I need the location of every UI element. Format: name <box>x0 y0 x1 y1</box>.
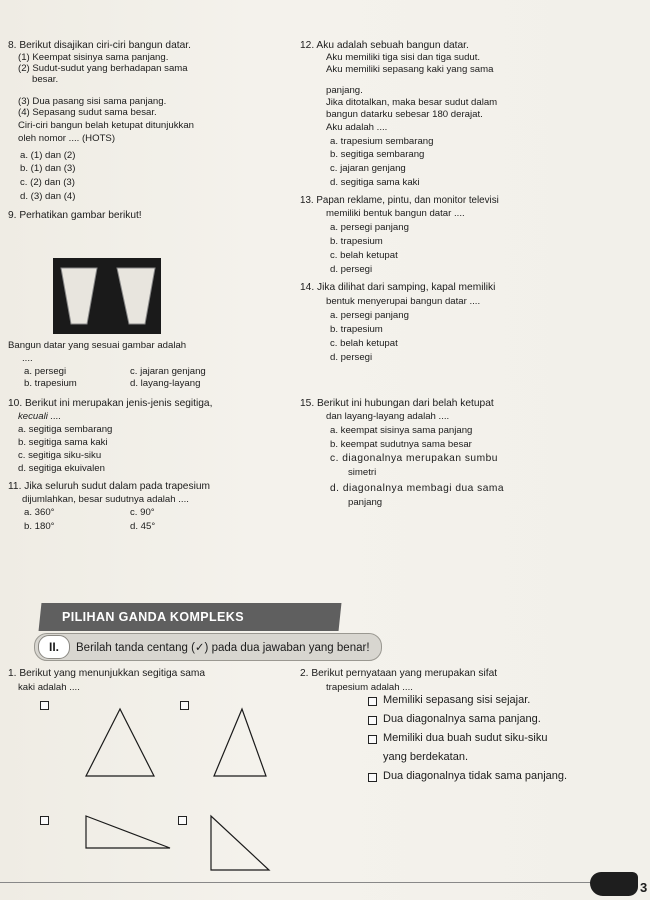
q9-stem: 9. Perhatikan gambar berikut! <box>8 210 142 221</box>
q11-stem: 11. Jika seluruh sudut dalam pada trapesium <box>8 481 210 492</box>
q8-s2a: (2) Sudut-sudut yang berhadapan sama <box>18 63 188 74</box>
trapezoid-figure <box>53 258 161 334</box>
cq2-option-3-line1: Memiliki dua buah sudut siku-siku <box>383 732 548 744</box>
q10-stem2: kecuali .... <box>18 411 62 422</box>
q8-s4: (4) Sepasang sudut sama besar. <box>18 107 157 118</box>
page-corner-decoration <box>590 872 638 896</box>
q11-option-a[interactable]: a. 360° <box>24 507 55 518</box>
q12-line4: panjang. <box>326 85 363 96</box>
right-trapezoid-shape <box>117 268 155 324</box>
q15-option-b[interactable]: b. keempat sudutnya sama besar <box>330 439 472 450</box>
page-number: 3 <box>640 880 648 895</box>
cq2-option-3-line2: yang berdekatan. <box>383 751 469 763</box>
q14-option-a[interactable]: a. persegi panjang <box>330 310 409 321</box>
cq1-checkbox-3[interactable] <box>40 816 49 825</box>
q8-option-b[interactable]: b. (1) dan (3) <box>20 163 76 174</box>
q15-line2: dan layang-layang adalah .... <box>326 411 450 422</box>
q12-option-a[interactable]: a. trapesium sembarang <box>330 136 434 147</box>
q12-option-d[interactable]: d. segitiga sama kaki <box>330 177 420 188</box>
cq1-checkbox-2[interactable] <box>180 701 189 710</box>
q8-s3: (3) Dua pasang sisi sama panjang. <box>18 96 167 107</box>
q14-option-c[interactable]: c. belah ketupat <box>330 338 398 349</box>
q8-s2b: besar. <box>32 74 59 85</box>
right-triangle-shape <box>211 816 269 870</box>
cq2-option-1: Memiliki sepasang sisi sejajar. <box>383 694 531 706</box>
q13-line2: memiliki bentuk bangun datar .... <box>326 208 465 219</box>
q8-option-c[interactable]: c. (2) dan (3) <box>20 177 75 188</box>
q13-option-d[interactable]: d. persegi <box>330 264 373 275</box>
q13-option-b[interactable]: b. trapesium <box>330 236 383 247</box>
q11-option-b[interactable]: b. 180° <box>24 521 55 532</box>
q12-line3: Aku memiliki sepasang kaki yang sama <box>326 64 494 75</box>
cq2-stem-b: trapesium adalah .... <box>326 682 413 693</box>
q10-option-d[interactable]: d. segitiga ekuivalen <box>18 463 105 474</box>
q8-option-a[interactable]: a. (1) dan (2) <box>20 150 76 161</box>
q11-option-c[interactable]: c. 90° <box>130 507 155 518</box>
q12-line7: Aku adalah .... <box>326 122 388 133</box>
cq1-stem-a: 1. Berikut yang menunjukkan segitiga sama <box>8 668 206 679</box>
q12-option-b[interactable]: b. segitiga sembarang <box>330 149 425 160</box>
cq2-checkbox-1[interactable] <box>368 697 377 706</box>
cq2-checkbox-3[interactable] <box>368 735 377 744</box>
instruction-text: Berilah tanda centang (✓) pada dua jawaban yang benar! <box>76 642 370 654</box>
trapezoid-shapes <box>53 258 161 334</box>
scalene-triangle-shape <box>86 816 170 848</box>
q13-option-a[interactable]: a. persegi panjang <box>330 222 409 233</box>
q8-option-d[interactable]: d. (3) dan (4) <box>20 191 76 202</box>
q10-option-b[interactable]: b. segitiga sama kaki <box>18 437 108 448</box>
q13-stem: 13. Papan reklame, pintu, dan monitor televisi <box>300 195 499 206</box>
q9-option-c[interactable]: c. jajaran genjang <box>130 366 206 377</box>
q9-question-b: .... <box>22 353 33 364</box>
cq2-checkbox-4[interactable] <box>368 773 377 782</box>
q14-stem: 14. Jika dilihat dari samping, kapal memiliki <box>300 282 496 293</box>
scalene-triangle-figure <box>80 810 180 855</box>
q15-option-c-line2: simetri <box>348 467 377 478</box>
cq2-stem-a: 2. Berikut pernyataan yang merupakan sifat <box>300 668 498 679</box>
q11-stem2: dijumlahkan, besar sudutnya adalah .... <box>22 494 189 505</box>
q12-stem: 12. Aku adalah sebuah bangun datar. <box>300 40 469 51</box>
q15-option-a[interactable]: a. keempat sisinya sama panjang <box>330 425 473 436</box>
q10-option-a[interactable]: a. segitiga sembarang <box>18 424 113 435</box>
cq2-checkbox-2[interactable] <box>368 716 377 725</box>
section-banner-title: PILIHAN GANDA KOMPLEKS <box>62 610 244 624</box>
q12-option-c[interactable]: c. jajaran genjang <box>330 163 406 174</box>
q14-line2: bentuk menyerupai bangun datar .... <box>326 296 481 307</box>
q12-line2: Aku memiliki tiga sisi dan tiga sudut. <box>326 52 481 63</box>
isosceles-triangle-shape <box>86 709 154 776</box>
cq2-option-2: Dua diagonalnya sama panjang. <box>383 713 541 725</box>
q15-option-c-line1[interactable]: c. diagonalnya merupakan sumbu <box>330 453 498 464</box>
q12-line6: bangun datarku sebesar 180 derajat. <box>326 109 483 120</box>
q8-question-a: Ciri-ciri bangun belah ketupat ditunjukkan <box>18 120 194 131</box>
q13-option-c[interactable]: c. belah ketupat <box>330 250 398 261</box>
q8-stem: 8. Berikut disajikan ciri-ciri bangun datar. <box>8 40 191 51</box>
q9-option-d[interactable]: d. layang-layang <box>130 378 201 389</box>
q9-question-a: Bangun datar yang sesuai gambar adalah <box>8 340 187 351</box>
q14-option-d[interactable]: d. persegi <box>330 352 373 363</box>
q15-stem: 15. Berikut ini hubungan dari belah ketupat <box>300 398 494 409</box>
right-triangle-figure <box>205 812 275 874</box>
cq2-option-4: Dua diagonalnya tidak sama panjang. <box>383 770 568 782</box>
q10-stem: 10. Berikut ini merupakan jenis-jenis segitiga, <box>8 398 213 409</box>
q12-line5: Jika ditotalkan, maka besar sudut dalam <box>326 97 498 108</box>
left-trapezoid-shape <box>61 268 97 324</box>
q15-option-d-line1[interactable]: d. diagonalnya membagi dua sama <box>330 483 505 494</box>
q15-option-d-line2: panjang <box>348 497 383 508</box>
cq1-stem-b: kaki adalah .... <box>18 682 80 693</box>
cq1-checkbox-1[interactable] <box>40 701 49 710</box>
q10-option-c[interactable]: c. segitiga siku-siku <box>18 450 102 461</box>
isosceles-triangle-figure <box>80 705 160 780</box>
q14-option-b[interactable]: b. trapesium <box>330 324 383 335</box>
right-isosceles-triangle-figure <box>210 705 270 780</box>
q9-option-b[interactable]: b. trapesium <box>24 378 77 389</box>
q8-question-b: oleh nomor .... (HOTS) <box>18 133 116 144</box>
narrow-triangle-shape <box>214 709 266 776</box>
page-divider <box>0 882 600 883</box>
q8-s1: (1) Keempat sisinya sama panjang. <box>18 52 169 63</box>
q11-option-d[interactable]: d. 45° <box>130 521 156 532</box>
q9-option-a[interactable]: a. persegi <box>24 366 67 377</box>
section-number: II. <box>38 635 70 659</box>
